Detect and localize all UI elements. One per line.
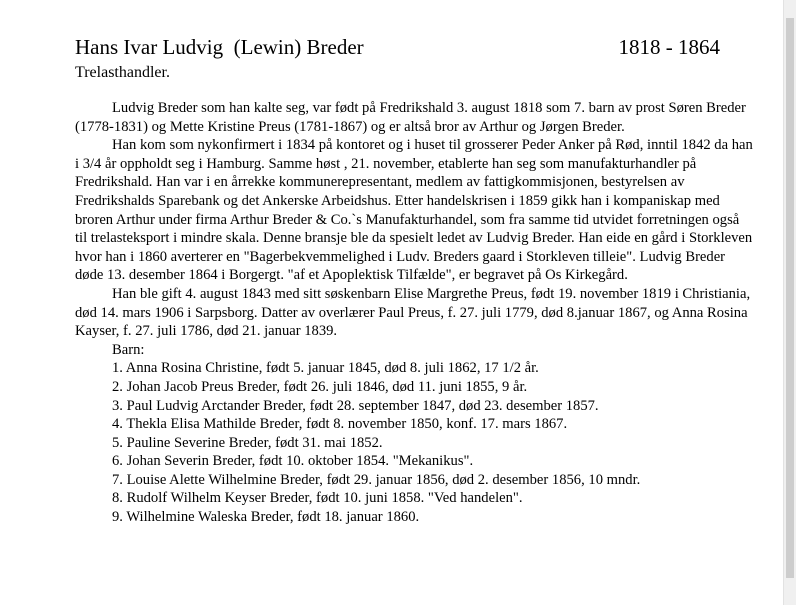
document-body — [75, 99, 755, 527]
paragraph-birth: Ludvig Breder som han kalte seg, var født på Fredrikshald 3. august 1818 som 7. barn av prost Søren Breder (1778-1831) og Mette Kristine Preus (1781-1867) og er altså bror av Arthur og Jørgen Breder. — [75, 100, 746, 135]
child-entry: 5. Pauline Severine Breder, født 31. mai 1852. — [112, 434, 383, 451]
child-entry: 9. Wilhelmine Waleska Breder, født 18. januar 1860. — [112, 509, 420, 526]
children-list — [75, 359, 755, 526]
child-entry: 1. Anna Rosina Christine, født 5. januar 1845, død 8. juli 1862, 17 1/2 år. — [112, 360, 539, 377]
child-entry: 4. Thekla Elisa Mathilde Breder, født 8. november 1850, konf. 17. mars 1867. — [112, 416, 568, 433]
child-entry: 8. Rudolf Wilhelm Keyser Breder, født 10. juni 1858. "Ved handelen". — [112, 490, 523, 507]
scrollbar-thumb[interactable] — [786, 18, 794, 578]
life-years: 1818 - 1864 — [618, 35, 720, 59]
vertical-scrollbar[interactable] — [783, 0, 796, 605]
occupation-subtitle: Trelasthandler. — [75, 64, 170, 81]
person-name-title: Hans Ivar Ludvig (Lewin) Breder — [75, 35, 364, 59]
child-entry: 3. Paul Ludvig Arctander Breder, født 28. september 1847, død 23. desember 1857. — [112, 397, 599, 414]
child-entry: 7. Louise Alette Wilhelmine Breder, født 29. januar 1856, død 2. desember 1856, 10 mndr. — [112, 471, 641, 488]
paragraph-marriage: Han ble gift 4. august 1843 med sitt søskenbarn Elise Margrethe Preus, født 19. november 1819 i Christiania, død 14. mars 1906 i Sarpsborg. Datter av overlærer Paul Preus, f. 27. juli 1779, død 8.januar 1867, og Anna Rosina Kayser, f. 27. juli 1786, død 21. januar 1839. — [75, 285, 751, 340]
children-heading: Barn: — [112, 341, 145, 358]
child-entry: 2. Johan Jacob Preus Breder, født 26. juli 1846, død 11. juni 1855, 9 år. — [112, 378, 528, 395]
child-entry: 6. Johan Severin Breder, født 10. oktober 1854. "Mekanikus". — [112, 453, 474, 470]
paragraph-career: Han kom som nykonfirmert i 1834 på kontoret og i huset til grosserer Peder Anker på Rød, inntil 1842 da han i 3/4 år oppholdt seg i Hamburg. Samme høst , 21. november, etablerte han seg som manufakturhandler på Fredrikshald. Han var i en årrekke kommunerepresentant, medlem av fattigkommisjonen, bestyrelsen av Fredrikshalds Sparebank og det Ankerske Arbeidshus. Etter handelskrisen i 1859 gikk han i kompaniskap med broren Arthur under firma Arthur Breder & Co.`s Manufakturhandel, som fra samme tid utvidet forretningen også til trelasteksport i mindre skala. Denne bransje ble da spesielt ledet av Ludvig Breder. Han eide en gård i Storkleven hvor han i 1860 averterer en "Bagerbekvemmelighed i Ludv. Breders gaard i Storkleven tilleie". Ludvig Breder døde 13. desember 1864 i Borgergt. "af et Apoplektisk Tilfælde", er begravet på Os Kirkegård. — [75, 137, 753, 284]
document-header — [75, 34, 720, 62]
